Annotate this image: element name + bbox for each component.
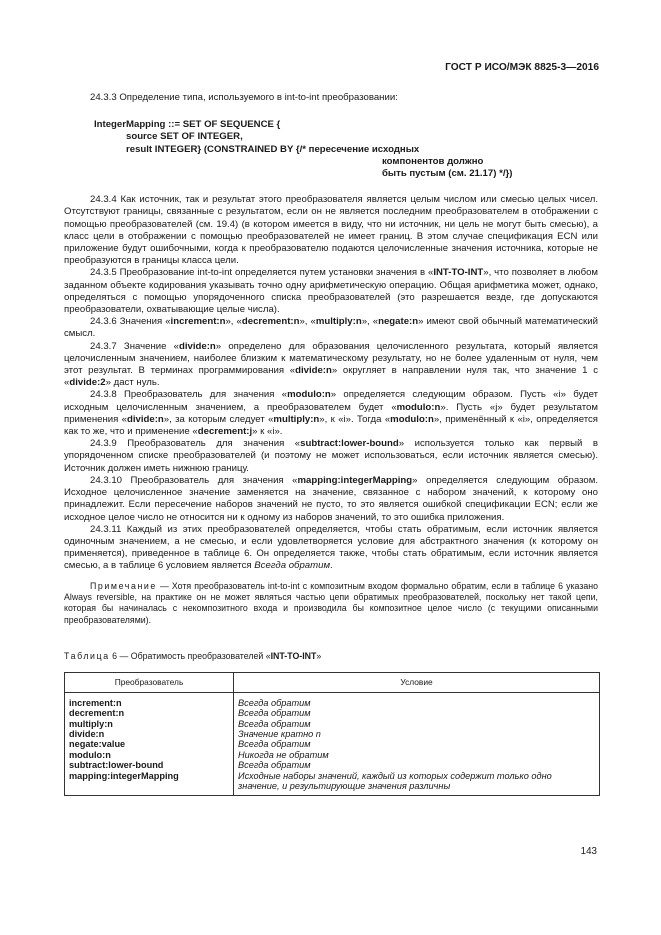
asn1-line: компонентов должно [382,155,484,167]
table-row: negate:value Всегда обратим [65,739,600,749]
clause-24-3-6: 24.3.6 Значения «increment:n», «decrement:n», «multiply:n», «negate:n» имеют свой обычный математический смысл. [64,316,598,340]
clause-24-3-3: 24.3.3 Определение типа, используемого в int-to-int преобразовании: [90,92,398,103]
asn1-line: result INTEGER} (CONSTRAINED BY {/* пересечение исходных [126,143,420,155]
note-label: Примечание [90,580,157,591]
clause-24-3-7: 24.3.7 Значение «divide:n» определено для образования целочисленного результата, который является целочисленным значением, наиболее близким к математическому результату, но не более удаленным от нуля, чем этот результат. В терминах программирования «divide:n» округляет в направлении нуля так, что значение 1 с «divide:2» даст нуль. [64,340,598,389]
clause-24-3-10: 24.3.10 Преобразователь для значения «mapping:integerMapping» определяется следующим образом. Исходное целочисленное значение заменяется на значение, связанное с набором значений, к которому оно принадлежит. Если пересечение наборов значений не пусто, то это является ошибкой спецификации ECN; если же исходное целое число не относится ни к одному из наборов значений, то это ошибка приложения. [64,474,598,523]
table-caption: Таблица 6 — Обратимость преобразователей «INT-TO-INT» [64,651,322,662]
table-row: increment:n Всегда обратим [65,692,600,708]
table-row: modulo:n Никогда не обратим [65,750,600,760]
clause-24-3-8: 24.3.8 Преобразователь для значения «modulo:n» определяется следующим образом. Пусть «i» будет исходным целочисленным значением, а преобразователем будет «modulo:n». Пусть «j» будет результатом применения «divide:n», за которым следует «multiply:n», к «i». Тогда «modulo:n», применённый к «i», определяется как то же, что и применение «decrement:j» к «i». [64,389,598,438]
table-row: divide:n Значение кратно n [65,729,600,739]
clause-24-3-4: 24.3.4 Как источник, так и результат этого преобразователя является целым числом или смесью целых чисел. Отсутствуют границы, связанные с результатом, если он не является последним преобразователем в отображении с помощью преобразователей (см. 19.4) (в котором имеется в виду, что ни источник, ни цель не могут быть смесью), а класс цели в отображении с помощью преобразователей не имеет границ. В этом случае спецификация ECN или приложение будут ошибочными, когда к преобразователю подаются целочисленные значения источника, которые не преобразуются в границы класса цели. [64,194,598,267]
table-row: multiply:n Всегда обратим [65,719,600,729]
clause-24-3-11: 24.3.11 Каждый из этих преобразователей определяется, чтобы стать обратимым, если источник является одиночным значением, а не смесью, и если удовлетворяется условие для абстрактного значения (к которому он применяется), приведенное в таблице 6. Он определяется также, чтобы стать обратимым, если источник является смесью, а в таблице 6 условием является Всегда обратим. [64,523,598,572]
table-row: decrement:n Всегда обратим [65,708,600,718]
table-row: subtract:lower-bound Всегда обратим [65,760,600,770]
column-header-condition: Условие [234,673,600,692]
asn1-line: IntegerMapping ::= SET OF SEQUENCE { [94,119,281,131]
page-number: 143 [580,846,597,857]
reversibility-table [64,672,600,796]
main-content [64,92,598,796]
table-row: mapping:integerMapping Исходные наборы значений, каждый из которых содержит только одно значение, и результирующие значения различны [65,771,600,796]
column-header-transform: Преобразователь [65,673,234,692]
clause-24-3-5: 24.3.5 Преобразование int-to-int определяется путем установки значения в «INT-TO-INT», что позволяет в любом заданном объекте кодирования указывать точно одну арифметическую операцию. Общая арифметика может, однако, определяться с помощью упорядоченного списка преобразователей (это разрешается везде, где допускаются преобразователи, охватывающие целые числа). [64,267,598,316]
asn1-line: быть пустым (см. 21.17) */}) [382,168,513,180]
asn1-line: source SET OF INTEGER, [126,131,243,143]
note: Примечание — Хотя преобразователь int-to-int с композитным входом формально обратим, если в таблице 6 указано Always reversible, на практике он не может являться частью цепи обратимых преобразователей, поскольку нет такой цепи, которая бы начиналась с некомпозитного входа и производила бы композитное целое число (с текущими описанными преобразователями). [64,580,598,625]
clause-24-3-9: 24.3.9 Преобразователь для значения «subtract:lower-bound» используется только как первый в упорядоченном списке преобразователей (и поэтому не может использоваться, если источник является смесью). Источник должен иметь нижнюю границу. [64,438,598,474]
asn1-code-block [64,119,598,180]
document-id: ГОСТ Р ИСО/МЭК 8825-3—2016 [445,62,599,73]
